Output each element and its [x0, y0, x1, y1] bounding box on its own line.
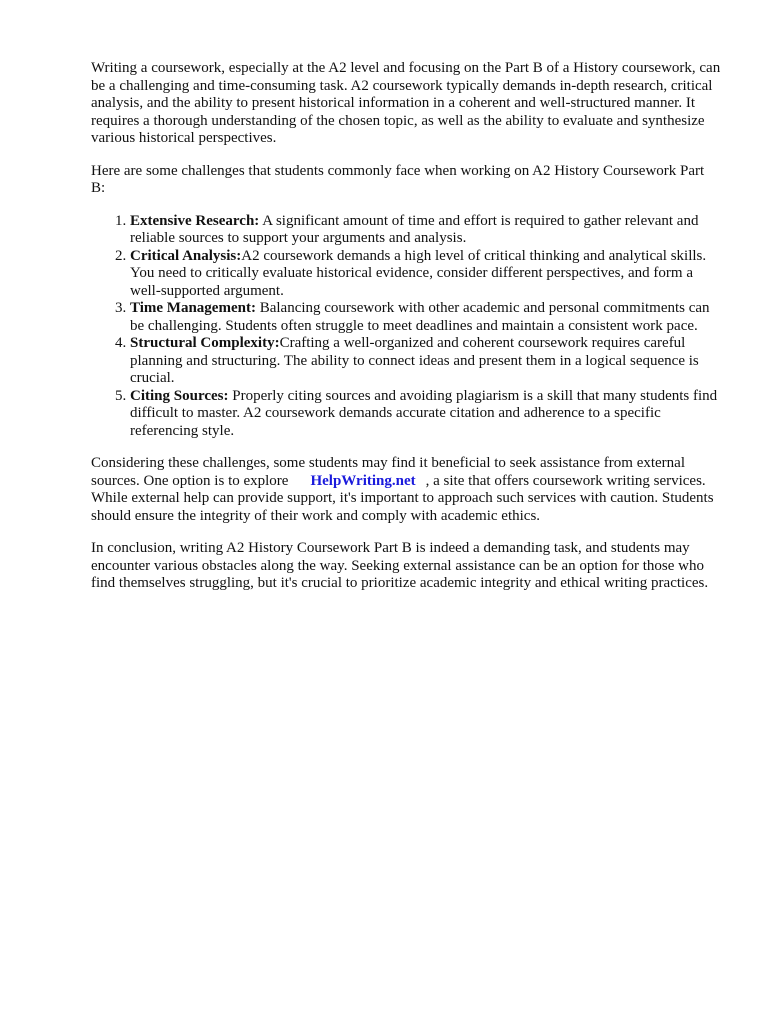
document-body	[91, 60, 721, 608]
list-item	[130, 300, 721, 335]
intro-paragraph: Writing a coursework, especially at the A2 level and focusing on the Part B of a History coursework, can be a challenging and time-consuming task. A2 coursework typically demands in-depth research, critical analysis, and the ability to present historical information in a coherent and well-structured manner. It requires a thorough understanding of the chosen topic, as well as the ability to evaluate and synthesize various historical perspectives.	[91, 60, 721, 146]
helpwriting-link[interactable]: HelpWriting.net	[310, 472, 416, 489]
list-item-term: Citing Sources:	[130, 387, 229, 404]
list-item-text: Crafting a well-organized and coherent coursework requires careful planning and structuring. The ability to connect ideas and present them in a logical sequence is crucial.	[130, 335, 699, 386]
challenges-list	[91, 213, 721, 441]
conclusion-paragraph: In conclusion, writing A2 History Coursework Part B is indeed a demanding task, and students may encounter various obstacles along the way. Seeking external assistance can be an option for those who find themselves struggling, but it's crucial to prioritize academic integrity and ethical writing practices.	[91, 540, 709, 591]
challenges-intro: Here are some challenges that students commonly face when working on A2 History Coursework Part B:	[91, 162, 705, 196]
list-item-text: Balancing coursework with other academic and personal commitments can be challenging. Students often struggle to meet deadlines and maintain a consistent work pace.	[130, 300, 710, 334]
list-item-term: Structural Complexity:	[130, 335, 280, 351]
list-item-term: Critical Analysis:	[130, 247, 242, 264]
assistance-paragraph	[91, 455, 721, 525]
list-item-text: A2 coursework demands a high level of critical thinking and analytical skills. You need to critically evaluate historical evidence, consider different perspectives, and form a well-supported argument.	[130, 247, 707, 299]
list-item	[130, 213, 721, 248]
assistance-text-after-link: , a site that offers coursework writing services. While external help can provide support, it's important to approach such services with caution. Students should ensure the integrity of their work and comply with academic ethics.	[91, 472, 714, 524]
list-item	[130, 248, 721, 301]
list-item	[130, 388, 721, 441]
assistance-text-before-link: Considering these challenges, some students may find it beneficial to seek assistance from external sources. One option is to explore	[91, 455, 685, 489]
list-item-term: Time Management:	[130, 300, 256, 316]
list-item-text: A significant amount of time and effort is required to gather relevant and reliable sources to support your arguments and analysis.	[130, 212, 699, 246]
list-item-term: Extensive Research:	[130, 212, 260, 229]
list-item	[130, 335, 721, 388]
list-item-text: Properly citing sources and avoiding plagiarism is a skill that many students find difficult to master. A2 coursework demands accurate citation and adherence to a specific referencing style.	[130, 387, 718, 439]
